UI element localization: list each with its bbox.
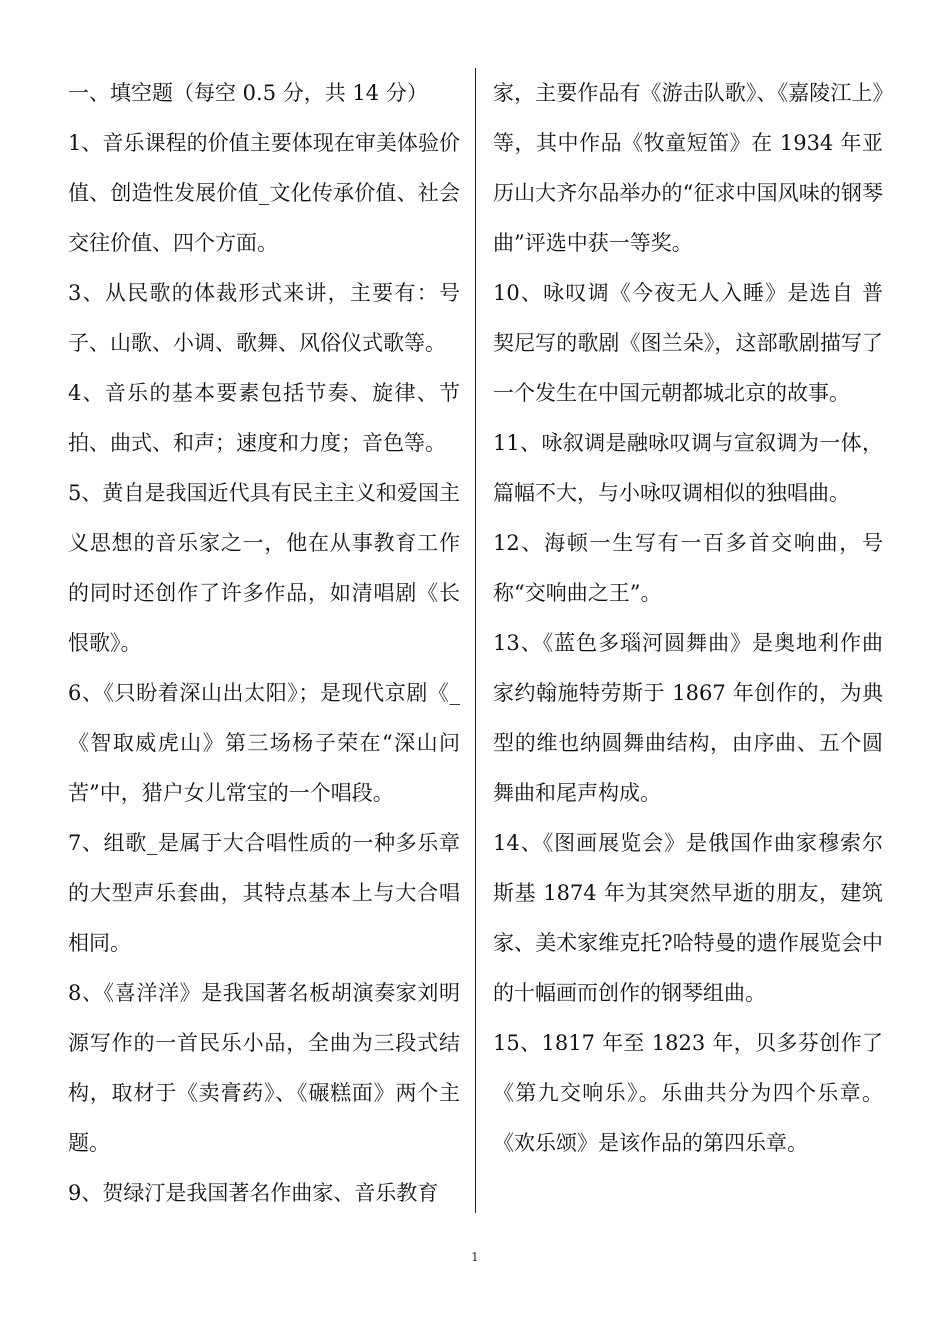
question-9-start: 9、贺绿汀是我国著名作曲家、音乐教育 <box>68 1181 439 1205</box>
question-11: 11、咏叙调是融咏叹调与宣叙调为一体，篇幅不大，与小咏叹调相似的独唱曲。 <box>493 431 883 505</box>
question-1: 1、音乐课程的价值主要体现在审美体验价值、创造性发展价值_文化传承价值、社会交往价值、四个方面。 <box>68 131 460 255</box>
question-12: 12、海顿一生写有一百多首交响曲，号称“交响曲之王”。 <box>493 531 883 605</box>
section-heading: 一、填空题（每空 0.5 分，共 14 分） <box>68 81 428 105</box>
question-9-continued: 家，主要作品有《游击队歌》、《嘉陵江上》等，其中作品《牧童短笛》在 1934 年亚历山大齐尔品举办的“征求中国风味的钢琴曲”评选中获一等奖。 <box>493 81 883 255</box>
question-4: 4、音乐的基本要素包括节奏、旋律、节拍、曲式、和声；速度和力度；音色等。 <box>68 381 460 455</box>
question-8: 8、《喜洋洋》是我国著名板胡演奏家刘明源写作的一首民乐小品，全曲为三段式结构，取材于《卖膏药》、《碾糕面》两个主题。 <box>68 981 460 1155</box>
question-7: 7、组歌_是属于大合唱性质的一种多乐章的大型声乐套曲，其特点基本上与大合唱相同。 <box>68 831 460 955</box>
column-divider <box>475 68 476 1213</box>
question-10: 10、咏叹调《今夜无人入睡》是选自 普契尼写的歌剧《图兰朵》，这部歌剧描写了一个发生在中国元朝都城北京的故事。 <box>493 281 883 405</box>
question-14: 14、《图画展览会》是俄国作曲家穆索尔斯基 1874 年为其突然早逝的朋友，建筑家、美术家维克托?哈特曼的遗作展览会中的十幅画而创作的钢琴组曲。 <box>493 831 883 1005</box>
question-5: 5、黄自是我国近代具有民主主义和爱国主义思想的音乐家之一，他在从事教育工作的同时还创作了许多作品，如清唱剧《长恨歌》。 <box>68 481 460 655</box>
left-column <box>68 68 460 1218</box>
question-13: 13、《蓝色多瑙河圆舞曲》是奥地利作曲家约翰施特劳斯于 1867 年创作的，为典型的维也纳圆舞曲结构，由序曲、五个圆舞曲和尾声构成。 <box>493 631 883 805</box>
page-number: 1 <box>471 1250 479 1264</box>
question-6: 6、《只盼着深山出太阳》；是现代京剧《_《智取威虎山》第三场杨子荣在“深山问苦”中，猎户女儿常宝的一个唱段。 <box>68 681 460 805</box>
question-3: 3、从民歌的体裁形式来讲，主要有：号子、山歌、小调、歌舞、风俗仪式歌等。 <box>68 281 460 355</box>
question-15: 15、1817 年至 1823 年，贝多芬创作了《第九交响乐》。乐曲共分为四个乐章。《欢乐颂》是该作品的第四乐章。 <box>493 1031 883 1155</box>
right-column <box>493 68 883 1168</box>
